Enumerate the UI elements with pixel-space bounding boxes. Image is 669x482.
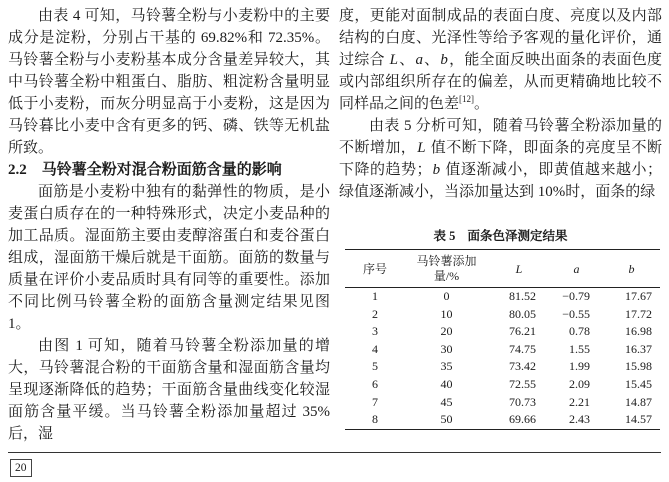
page-number: 20 — [10, 459, 32, 477]
table-cell: 80.05 — [509, 306, 536, 321]
table-cell: 74.75 — [509, 341, 536, 356]
variable-L: L — [417, 140, 426, 156]
table-cell: 0 — [443, 289, 450, 303]
table-cell: −0.79 — [562, 289, 590, 303]
table-cell: 35 — [440, 359, 453, 374]
table-cell: 50 — [440, 412, 453, 427]
left-column — [8, 5, 330, 445]
table-cell: 10 — [440, 306, 453, 321]
footer-rule — [8, 452, 661, 453]
section-heading-2-2 — [8, 159, 330, 181]
table-cell: 7 — [372, 394, 378, 409]
variable-b: b — [440, 52, 448, 68]
table-cell: 76.21 — [509, 324, 536, 339]
paragraph-figure1-analysis: 由图 1 可知，随着马铃薯全粉添加量的增大，马铃薯混合粉的干面筋含量和湿面筋含量均呈现逐渐降低的趋势；干面筋含量曲线变化较湿面筋含量平缓。当马铃薯全粉添加量超过 35%后，湿 — [8, 338, 330, 442]
text-run: 由表 5 分析可知，随着马铃薯全粉添加量的不断增加， — [339, 118, 662, 156]
text-run: 值逐渐减小，即黄值越来越小；绿值逐渐减小，当添加量达到 10%时，面条的绿 — [339, 162, 662, 200]
text-run: 度，更能对面制成品的表面白度、亮度以及内部结构的白度、光泽性等给予客观的量化评价，通过综合 — [339, 8, 662, 68]
table-cell: 15.45 — [625, 376, 652, 391]
right-column — [339, 5, 662, 445]
table-row — [345, 306, 660, 324]
text-run: ，能全面反映出面条的表面色度或内部组织所存在的偏差，从而更精确地比较不同样品之间的色差 — [339, 52, 662, 112]
table-cell: 0.78 — [569, 324, 590, 339]
paragraph-color-evaluation — [339, 5, 662, 115]
text-run: 值不断下降，即面条的亮度呈不断下降的趋势； — [339, 140, 662, 178]
table-cell: 15.98 — [625, 359, 652, 374]
table-header-cell-L: L — [488, 250, 550, 288]
section-number: 2.2 — [8, 162, 27, 178]
table-cell: 45 — [440, 394, 453, 409]
table-cell: 2.21 — [569, 394, 590, 409]
variable-a: a — [415, 52, 423, 68]
table-cell: 1.99 — [569, 359, 590, 374]
table-cell: 1 — [372, 289, 378, 303]
table-cell: 6 — [372, 376, 378, 391]
table-cell: 4 — [372, 341, 378, 356]
table-row — [345, 411, 660, 429]
table-row — [345, 358, 660, 376]
table-header-cell-b: b — [603, 250, 660, 288]
table-cell: 73.42 — [509, 359, 536, 374]
text-run: 。 — [474, 96, 490, 112]
variable-b: b — [432, 162, 441, 178]
table-header-cell: 马铃薯添加量/% — [405, 250, 488, 288]
table-row — [345, 288, 660, 306]
text-run: 、 — [398, 52, 415, 68]
table-header-cell-a: a — [550, 250, 603, 288]
table-caption — [339, 228, 662, 244]
table-cell: 2 — [372, 306, 378, 321]
table-cell: 70.73 — [509, 394, 536, 409]
table5-block — [339, 228, 662, 430]
table-cell: 69.66 — [509, 412, 536, 427]
paragraph-basic-composition: 由表 4 可知，马铃薯全粉与小麦粉中的主要成分是淀粉，分别占干基的 69.82%和 72.35%。马铃薯全粉与小麦粉基本成分含量差异较大，其中马铃薯全粉中粗蛋白、脂肪、粗淀粉含量明显低于小麦粉，而灰分明显高于小麦粉，这是因为马铃暮比小麦中含有更多的钙、磷、铁等无机盐所致。 — [8, 8, 330, 156]
table-cell: 17.67 — [625, 289, 652, 303]
table-cell: 1.55 — [569, 341, 590, 356]
table-cell: 14.87 — [625, 394, 652, 409]
table-caption-text: 面条色泽测定结果 — [467, 229, 568, 243]
citation-reference-12: [12] — [459, 94, 475, 104]
noodle-color-table — [345, 249, 660, 430]
table-cell: 20 — [440, 324, 453, 339]
table-cell: 17.72 — [625, 306, 652, 321]
table-header-row — [345, 250, 660, 288]
table-cell: 30 — [440, 341, 453, 356]
table-row — [345, 341, 660, 359]
variable-L: L — [389, 52, 398, 68]
table-cell: 16.98 — [625, 324, 652, 339]
paragraph-gluten-intro: 面筋是小麦粉中独有的黏弹性的物质，是小麦蛋白质存在的一种特殊形式，决定小麦品种的加工品质。湿面筋主要由麦醇溶蛋白和麦谷蛋白组成，湿面筋干燥后就是干面筋。面筋的数量与质量在评价小麦品质时具有同等的重要性。添加不同比例马铃薯全粉的面筋含量测定结果见图 1。 — [8, 184, 330, 332]
table-caption-label: 表 5 — [433, 229, 456, 243]
text-run: 、 — [423, 52, 440, 68]
table-cell: 14.57 — [625, 412, 652, 427]
table-cell: 5 — [372, 359, 378, 374]
table-cell: 2.09 — [569, 376, 590, 391]
table-cell: 3 — [372, 324, 378, 339]
table-cell: 40 — [440, 376, 453, 391]
table-cell: 81.52 — [509, 289, 536, 303]
table-row — [345, 376, 660, 394]
section-title: 马铃薯全粉对混合粉面筋含量的影响 — [41, 162, 282, 178]
table-row — [345, 394, 660, 412]
table-cell: −0.55 — [562, 306, 590, 321]
table-cell: 2.43 — [569, 412, 590, 427]
table-cell: 16.37 — [625, 341, 652, 356]
table-row — [345, 323, 660, 341]
paragraph-table5-analysis — [339, 115, 662, 203]
table-cell: 72.55 — [509, 376, 536, 391]
table-header-cell: 序号 — [345, 250, 405, 288]
table-cell: 8 — [372, 412, 378, 427]
